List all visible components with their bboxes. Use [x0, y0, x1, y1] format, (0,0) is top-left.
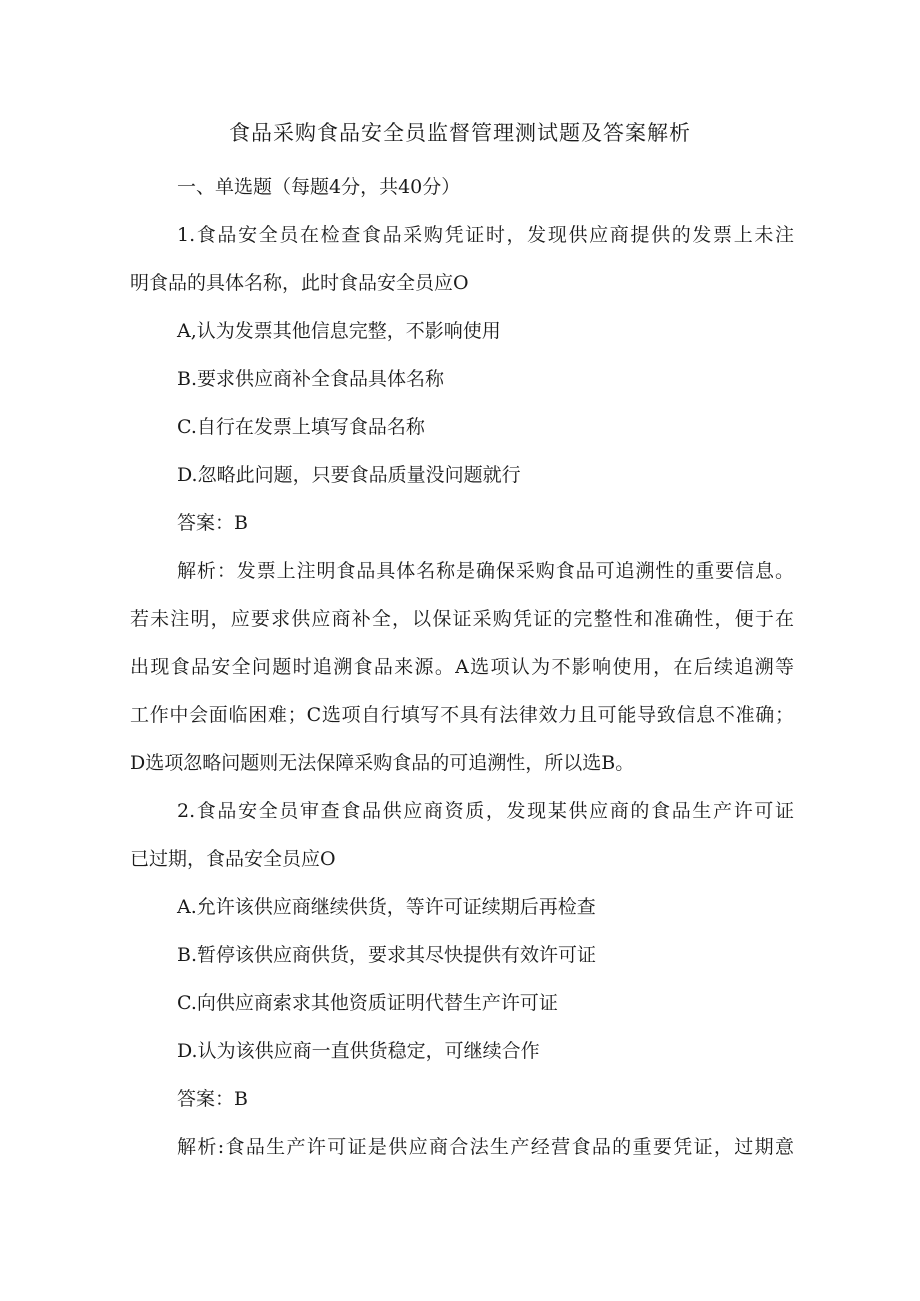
q2-answer: 答案：B — [177, 1088, 248, 1110]
q1-explanation-line4: 工作中会面临困难；C选项自行填写不具有法律效力且可能导致信息不准确； — [130, 704, 794, 726]
document-body — [130, 163, 794, 1171]
q1-option-a: A,认为发票其他信息完整，不影响使用 — [177, 320, 501, 342]
q1-explanation-line1: 解析：发票上注明食品具体名称是确保采购食品可追溯性的重要信息。 — [177, 560, 794, 582]
q1-option-b: B.要求供应商补全食品具体名称 — [177, 368, 445, 390]
section-heading: 一、单选题（每题4分，共40分） — [177, 176, 461, 198]
q1-explanation-line2: 若未注明，应要求供应商补全，以保证采购凭证的完整性和准确性，便于在 — [130, 608, 794, 630]
q1-option-d: D.忽略此问题，只要食品质量没问题就行 — [177, 464, 521, 486]
q2-explanation-line1: 解析:食品生产许可证是供应商合法生产经营食品的重要凭证，过期意 — [177, 1136, 794, 1158]
q2-option-b: B.暂停该供应商供货，要求其尽快提供有效许可证 — [177, 944, 597, 966]
q2-stem-line2: 已过期，食品安全员应O — [130, 848, 336, 870]
q2-option-c: C.向供应商索求其他资质证明代替生产许可证 — [177, 992, 558, 1014]
q1-option-c: C.自行在发票上填写食品名称 — [177, 416, 425, 438]
q1-stem-line2: 明食品的具体名称，此时食品安全员应O — [130, 272, 469, 294]
q1-answer: 答案：B — [177, 512, 248, 534]
document-title: 食品采购食品安全员监督管理测试题及答案解析 — [229, 121, 691, 145]
q2-option-a: A.允许该供应商继续供货，等许可证续期后再检查 — [177, 896, 596, 918]
q2-option-d: D.认为该供应商一直供货稳定，可继续合作 — [177, 1040, 540, 1062]
q1-explanation-line3: 出现食品安全问题时追溯食品来源。A选项认为不影响使用，在后续追溯等 — [130, 656, 794, 678]
q2-stem-line1: 2.食品安全员审查食品供应商资质，发现某供应商的食品生产许可证 — [177, 800, 794, 822]
q1-stem-line1: 1.食品安全员在检查食品采购凭证时，发现供应商提供的发票上未注 — [177, 224, 794, 246]
q1-explanation-line5: D选项忽略问题则无法保障采购食品的可追溯性，所以选B。 — [130, 752, 635, 774]
